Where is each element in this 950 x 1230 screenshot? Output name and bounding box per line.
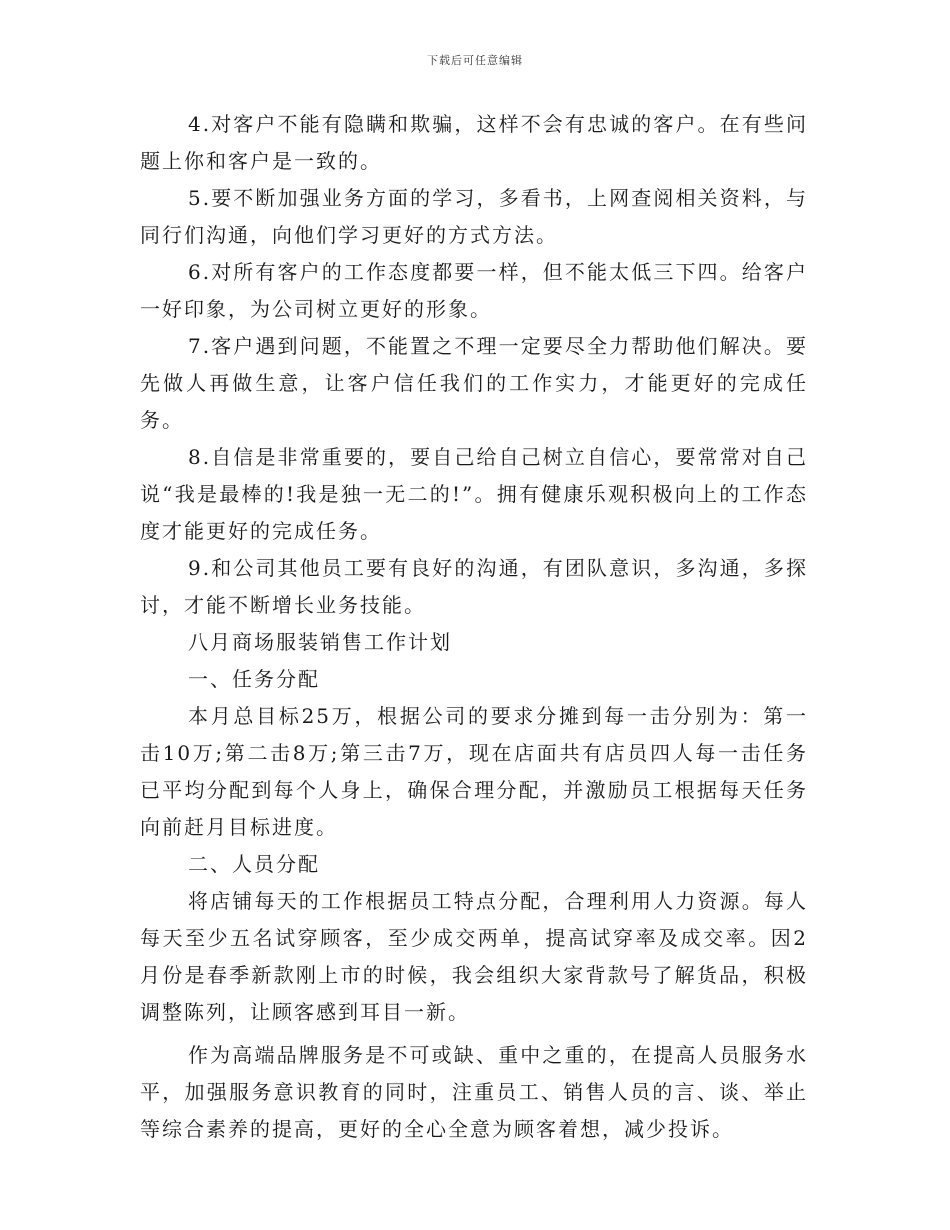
paragraph-service: 作为高端品牌服务是不可或缺、重中之重的，在提高人员服务水平，加强服务意识教育的同时，注重员工、销售人员的言、谈、举止等综合素养的提高，更好的全心全意为顾客着想，减少投诉。: [140, 1043, 808, 1141]
paragraph-item-9: 9.和公司其他员工要有良好的沟通，有团队意识，多沟通，多探讨，才能不断增长业务技能。: [140, 556, 808, 617]
subheading-task-allocation: 一、任务分配: [188, 667, 320, 691]
paragraph-item-8: 8.自信是非常重要的，要自己给自己树立自信心，要常常对自己说“我是最棒的!我是独一无二的!”。拥有健康乐观积极向上的工作态度才能更好的完成任务。: [140, 445, 808, 543]
paragraph-task-allocation: 本月总目标25万，根据公司的要求分摊到每一击分别为：第一击10万;第二击8万;第三击7万，现在店面共有店员四人每一击任务已平均分配到每个人身上，确保合理分配，并激励员工根据每天任务向前赶月目标进度。: [140, 704, 808, 839]
paragraph-item-4: 4.对客户不能有隐瞒和欺骗，这样不会有忠诚的客户。在有些问题上你和客户是一致的。: [140, 112, 808, 173]
section-title: 八月商场服装销售工作计划: [188, 630, 452, 654]
document-body: [140, 106, 808, 1148]
paragraph-item-7: 7.客户遇到问题，不能置之不理一定要尽全力帮助他们解决。要先做人再做生意，让客户信任我们的工作实力，才能更好的完成任务。: [140, 334, 808, 432]
paragraph-staff-allocation: 将店铺每天的工作根据员工特点分配，合理利用人力资源。每人每天至少五名试穿顾客，至少成交两单，提高试穿率及成交率。因2月份是春季新款刚上市的时候，我会组织大家背款号了解货品，积极调整陈列，让顾客感到耳目一新。: [140, 889, 808, 1024]
paragraph-item-6: 6.对所有客户的工作态度都要一样，但不能太低三下四。给客户一好印象，为公司树立更好的形象。: [140, 260, 808, 321]
subheading-staff-allocation: 二、人员分配: [188, 852, 320, 876]
paragraph-item-5: 5.要不断加强业务方面的学习，多看书，上网查阅相关资料，与同行们沟通，向他们学习更好的方式方法。: [140, 186, 808, 247]
page-header: 下载后可任意编辑: [427, 54, 523, 67]
